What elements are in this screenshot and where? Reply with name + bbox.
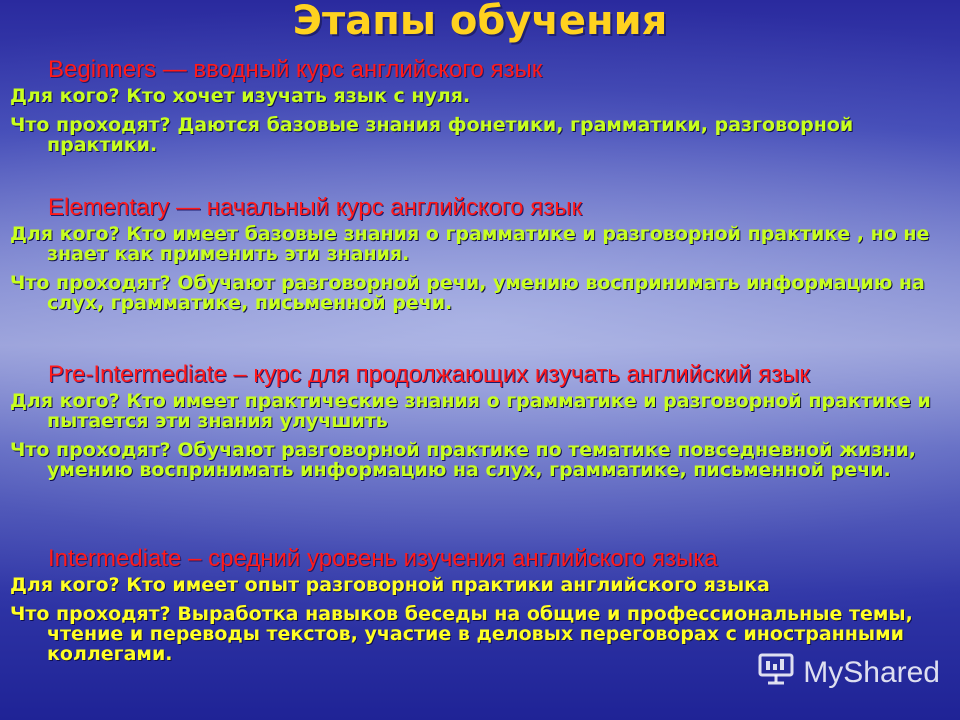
section-who: Для кого? Кто хочет изучать язык с нуля. [10, 85, 471, 107]
section-what: Что проходят? Выработка навыков беседы на общие и профессиональные темы, чтение и переводы текстов, участие в деловых переговорах с иностранными коллегами. [10, 603, 913, 665]
section-elementary [10, 194, 955, 322]
section-heading: Pre-Intermediate – курс для продолжающих изучать английский язык [48, 361, 810, 388]
section-pre-intermediate [10, 361, 955, 489]
section-who: Для кого? Кто имеет базовые знания о грамматике и разговорной практике , но не знает как применить эти знания. [10, 223, 930, 265]
section-heading: Elementary — начальный курс английского язык [48, 194, 582, 221]
section-heading: Beginners — вводный курс английского язык [48, 56, 543, 83]
watermark [757, 652, 940, 694]
watermark-text: MyShared [803, 656, 940, 689]
section-beginners [10, 56, 955, 164]
section-what: Что проходят? Обучают разговорной речи, умению воспринимать информацию на слух, грамматике, письменной речи. [10, 272, 925, 314]
section-what: Что проходят? Обучают разговорной практике по тематике повседневной жизни, умению воспринимать информацию на слух, грамматике, письменной речи. [10, 439, 917, 481]
section-heading: Intermediate – средний уровень изучения английского языка [48, 545, 718, 572]
section-what: Что проходят? Даются базовые знания фонетики, грамматики, разговорной практики. [10, 114, 854, 156]
section-who: Для кого? Кто имеет практические знания о грамматике и разговорной практике и пытается эти знания улучшить [10, 390, 931, 432]
section-who: Для кого? Кто имеет опыт разговорной практики английского языка [10, 574, 770, 596]
projector-screen-icon [757, 652, 803, 694]
slide-title: Этапы обучения [292, 0, 668, 44]
